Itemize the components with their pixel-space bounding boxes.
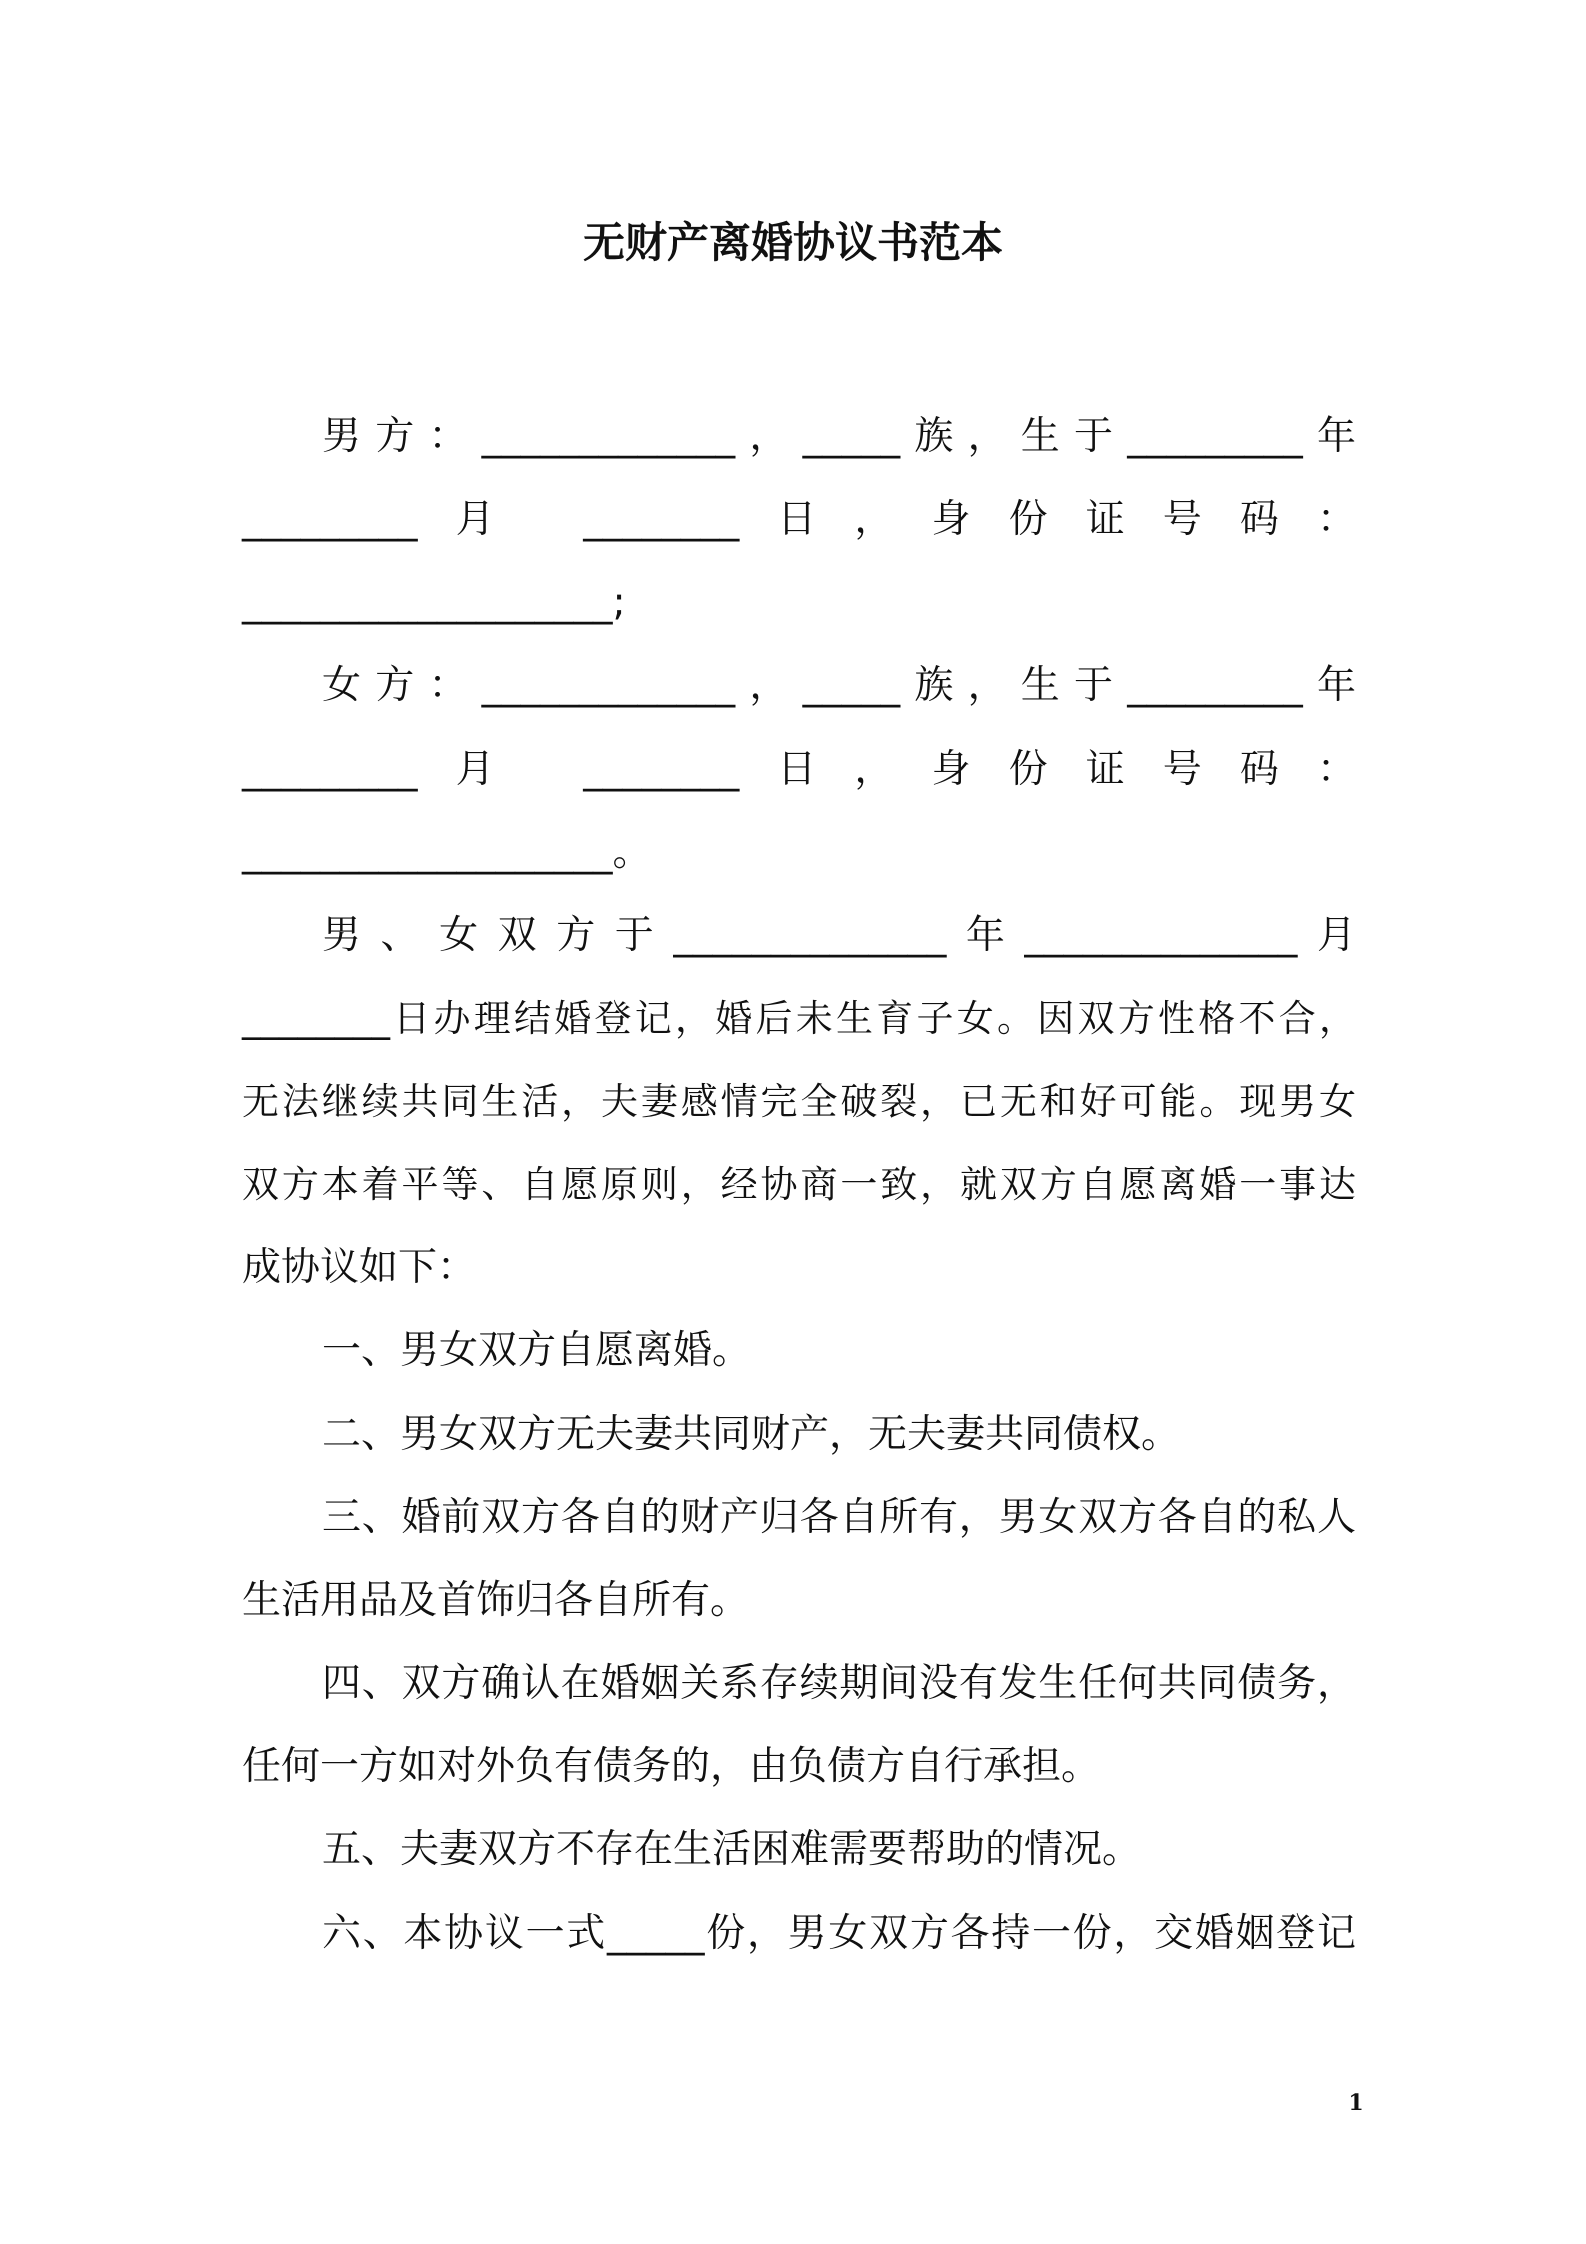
clause-6: 六、本协议一式_____份，男女双方各持一份，交婚姻登记 bbox=[322, 1911, 1356, 1956]
female-id-blank-line: ___________________。 bbox=[242, 830, 652, 875]
male-birth-id-line: _________月 ________日，身份证号码： bbox=[242, 497, 1356, 542]
intro-paragraph-line: 成协议如下： bbox=[242, 1245, 477, 1290]
clause-1: 一、男女双方自愿离婚。 bbox=[322, 1328, 752, 1373]
clause-4: 四、双方确认在婚姻关系存续期间没有发生任何共同债务， bbox=[322, 1661, 1356, 1706]
clause-5: 五、夫妻双方不存在生活困难需要帮助的情况。 bbox=[322, 1827, 1142, 1872]
intro-paragraph-line: 无法继续共同生活，夫妻感情完全破裂，已无和好可能。现男女 bbox=[242, 1080, 1356, 1123]
intro-paragraph-line: ________日办理结婚登记，婚后未生育子女。因双方性格不合， bbox=[242, 997, 1356, 1040]
clause-3-continued: 生活用品及首饰归各自所有。 bbox=[242, 1578, 750, 1623]
female-party-line: 女方：_____________，_____族，生于_________年 bbox=[322, 663, 1356, 708]
male-party-line: 男方：_____________，_____族，生于_________年 bbox=[322, 414, 1356, 459]
clause-2: 二、男女双方无夫妻共同财产，无夫妻共同债权。 bbox=[322, 1412, 1181, 1457]
document-title: 无财产离婚协议书范本 bbox=[582, 218, 1003, 267]
clause-3: 三、婚前双方各自的财产归各自所有，男女双方各自的私人 bbox=[322, 1495, 1356, 1540]
marriage-date-line: 男、女双方于______________年______________月 bbox=[322, 913, 1356, 958]
intro-paragraph-line: 双方本着平等、自愿原则，经协商一致，就双方自愿离婚一事达 bbox=[242, 1163, 1356, 1206]
page-number: 1 bbox=[1348, 2090, 1364, 2116]
clause-4-continued: 任何一方如对外负有债务的，由负债方自行承担。 bbox=[242, 1744, 1101, 1789]
male-id-blank-line: ___________________; bbox=[242, 580, 626, 625]
female-birth-id-line: _________月 ________日，身份证号码： bbox=[242, 747, 1356, 792]
